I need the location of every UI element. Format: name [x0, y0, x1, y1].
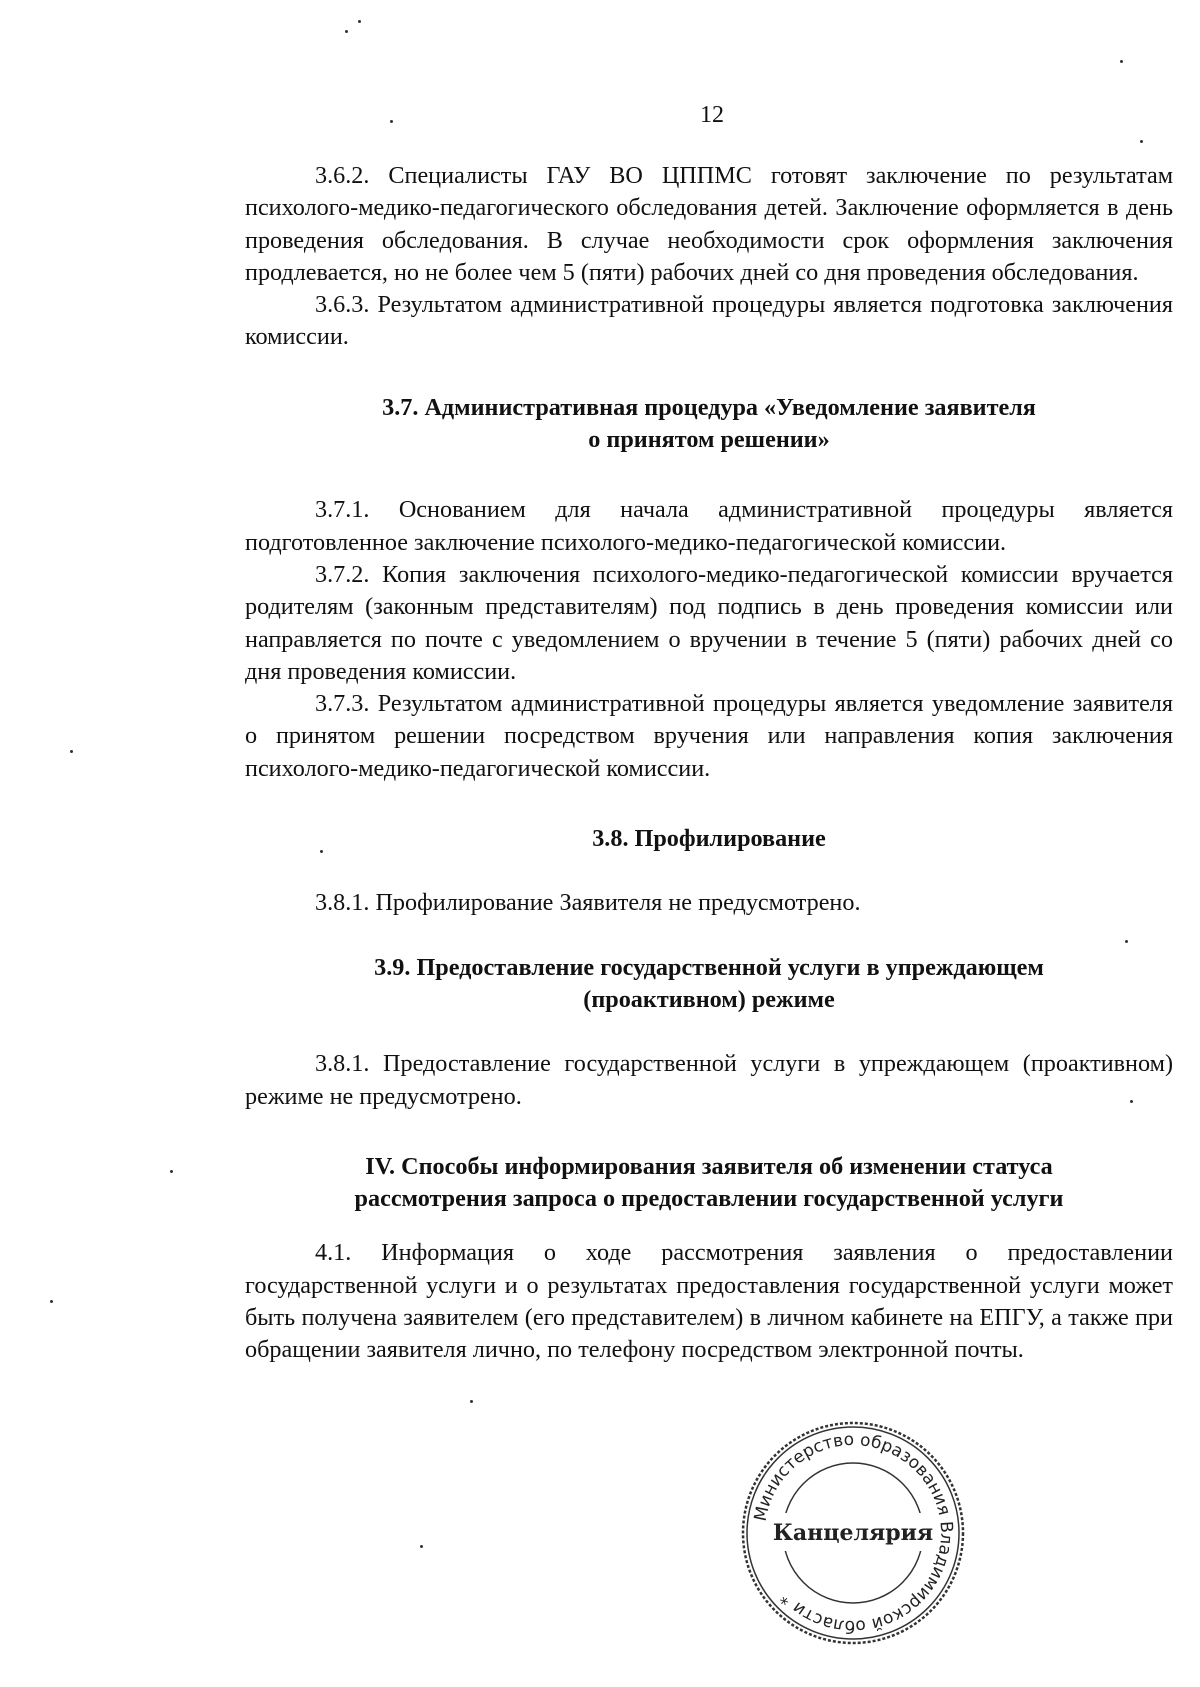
- official-stamp: [738, 1418, 968, 1648]
- paragraph-3-6-2: 3.6.2. Специалисты ГАУ ВО ЦППМС готовят заключение по результатам психолого-медико-педагогического обследования детей. Заключение оформляется в день проведения обследования. В случае необходимости срок оформления заключения продлевается, но не более чем 5 (пяти) рабочих дней со дня проведения обследования.: [245, 162, 1173, 286]
- heading-3-9: [245, 952, 1173, 1017]
- scan-speck: [70, 750, 73, 753]
- scan-speck: [420, 1545, 423, 1548]
- scan-speck: [358, 20, 361, 23]
- scan-speck: [390, 120, 393, 123]
- stamp-seal-icon: [738, 1418, 968, 1648]
- stamp-center-text: Канцелярия: [772, 1520, 934, 1546]
- heading-section-iv: [245, 1151, 1173, 1216]
- heading-iv-line-1: IV. Способы информирования заявителя об изменении статуса: [365, 1152, 1053, 1180]
- heading-3-7-line-2: о принятом решении»: [588, 426, 830, 454]
- scan-speck: [470, 1400, 473, 1403]
- document-body: [245, 160, 1173, 1367]
- paragraph-4-1: 4.1. Информация о ходе рассмотрения заявления о предоставлении государственной услуги и о результатах предоставления государственной услуги может быть получена заявителем (его представителем) в личном кабинете на ЕПГУ, а также при обращении заявителя лично, по телефону посредством электронной почты.: [245, 1239, 1173, 1364]
- scan-speck: [320, 850, 323, 853]
- stamp-ring-text: Министерство образования Владимирской области *: [750, 1429, 957, 1637]
- paragraph-3-7-1: 3.7.1. Основанием для начала административной процедуры является подготовленное заключение психолого-медико-педагогической комиссии.: [245, 496, 1173, 556]
- scan-speck: [345, 30, 348, 33]
- paragraph-3-9-1: 3.8.1. Предоставление государственной услуги в упреждающем (проактивном) режиме не предусмотрено.: [245, 1050, 1173, 1110]
- scan-speck: [170, 1170, 173, 1173]
- page-number: 12: [700, 102, 724, 128]
- heading-3-9-line-1: 3.9. Предоставление государственной услуги в упреждающем: [374, 953, 1044, 981]
- heading-3-7-line-1: 3.7. Административная процедура «Уведомление заявителя: [382, 393, 1036, 421]
- scan-speck: [1130, 1100, 1133, 1103]
- paragraph-3-8-1: 3.8.1. Профилирование Заявителя не предусмотрено.: [315, 889, 861, 917]
- paragraph-3-7-3: 3.7.3. Результатом административной процедуры является уведомление заявителя о принятом решении посредством вручения или направления копия заключения психолого-медико-педагогической комиссии.: [245, 690, 1173, 782]
- heading-iv-line-2: рассмотрения запроса о предоставлении государственной услуги: [354, 1185, 1064, 1213]
- scan-speck: [1125, 940, 1128, 943]
- heading-3-9-line-2: (проактивном) режиме: [583, 985, 835, 1013]
- scan-speck: [1120, 60, 1123, 63]
- heading-3-7: [245, 392, 1173, 457]
- paragraph-3-6-3: 3.6.3. Результатом административной процедуры является подготовка заключения комиссии.: [245, 291, 1173, 351]
- scan-speck: [1140, 140, 1143, 143]
- heading-3-8: 3.8. Профилирование: [592, 825, 826, 853]
- scan-speck: [50, 1300, 53, 1303]
- paragraph-3-7-2: 3.7.2. Копия заключения психолого-медико-педагогической комиссии вручается родителям (законным представителям) под подпись в день проведения комиссии или направляется по почте с уведомлением о вручении в течение 5 (пяти) рабочих дней со дня проведения комиссии.: [245, 560, 1173, 685]
